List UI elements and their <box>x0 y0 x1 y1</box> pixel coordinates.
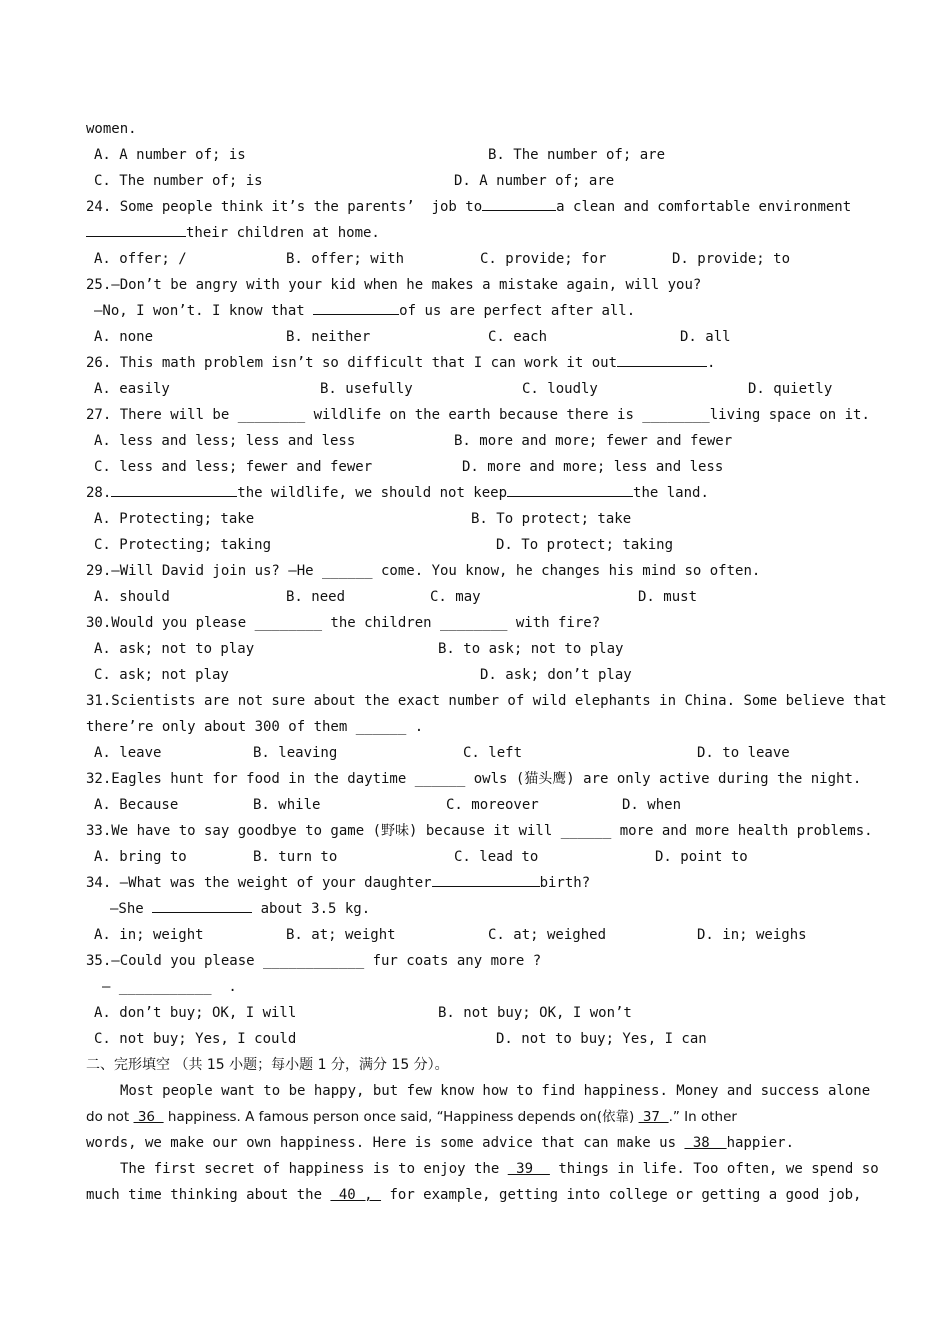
passage-text: words, we make our own happiness. Here is some advice that can make us <box>86 1135 677 1151</box>
q26-option-d: D. quietly <box>748 381 833 397</box>
passage-text: much time thinking about the <box>86 1187 323 1203</box>
q27-option-b: B. more and more; fewer and fewer <box>454 433 733 449</box>
q25-stem-part3: of us are perfect after all. <box>399 303 636 319</box>
q26-stem-part1: 26. This math problem isn’t so difficult that I can work it out <box>86 355 618 371</box>
q31-option-a: A. leave <box>94 745 162 761</box>
blank-38: 38 <box>684 1135 727 1151</box>
q29-option-b: B. need <box>286 589 346 605</box>
q34-stem-part2: birth? <box>539 875 591 891</box>
q24-stem-part1: 24. Some people think it’s the parents’ job to <box>86 199 483 215</box>
passage-p2-line1 <box>120 1160 879 1178</box>
passage-text: The first secret of happiness is to enjoy the <box>120 1161 500 1177</box>
q35-stem-line2: — ___________ . <box>102 979 237 995</box>
q34-stem <box>86 874 590 892</box>
q28-option-a: A. Protecting; take <box>94 511 255 527</box>
q35-option-c: C. not buy; Yes, I could <box>94 1031 297 1047</box>
q34-option-a: A. in; weight <box>94 927 204 943</box>
q27-option-d: D. more and more; less and less <box>462 459 724 475</box>
q29-option-d: D. must <box>638 589 698 605</box>
q25-option-d: D. all <box>680 329 731 345</box>
passage-text: happier. <box>726 1135 795 1151</box>
q32-option-d: D. when <box>622 797 682 813</box>
passage-p2-line2 <box>86 1186 861 1204</box>
q32-option-c: C. moreover <box>446 797 539 813</box>
q30-option-b: B. to ask; not to play <box>438 641 624 657</box>
q32-stem: 32.Eagles hunt for food in the daytime ______ owls (猫头鹰) are only active during the night. <box>86 771 862 787</box>
q27-option-a: A. less and less; less and less <box>94 433 356 449</box>
q28-stem <box>86 484 709 502</box>
q30-stem: 30.Would you please ________ the children ________ with fire? <box>86 615 601 631</box>
passage-text: for example, getting into college or getting a good job, <box>389 1187 862 1203</box>
q26-option-a: A. easily <box>94 381 170 397</box>
answer-blank <box>432 874 540 887</box>
q34-stem-part1: 34. —What was the weight of your daughter <box>86 875 432 891</box>
q30-option-d: D. ask; don’t play <box>480 667 632 683</box>
q29-stem: 29.—Will David join us? —He ______ come. You know, he changes his mind so often. <box>86 563 761 579</box>
q35-option-d: D. not to buy; Yes, I can <box>496 1031 707 1047</box>
q25-option-a: A. none <box>94 329 154 345</box>
q33-option-c: C. lead to <box>454 849 539 865</box>
q28-option-d: D. To protect; taking <box>496 537 674 553</box>
q31-option-b: B. leaving <box>253 745 338 761</box>
passage-text: .” In other <box>668 1109 737 1125</box>
q31-option-d: D. to leave <box>697 745 790 761</box>
q27-option-c: C. less and less; fewer and fewer <box>94 459 373 475</box>
blank-40: 40 , <box>330 1187 382 1203</box>
q33-option-d: D. point to <box>655 849 748 865</box>
q32-option-b: B. while <box>253 797 321 813</box>
q29-option-a: A. should <box>94 589 170 605</box>
q28-stem-part1: 28. <box>86 485 112 501</box>
q24-option-b: B. offer; with <box>286 251 405 267</box>
q34-option-b: B. at; weight <box>286 927 396 943</box>
q34-option-c: C. at; weighed <box>488 927 607 943</box>
passage-text: things in life. Too often, we spend so <box>558 1161 879 1177</box>
q24-stem-line2 <box>86 224 380 242</box>
q33-option-b: B. turn to <box>253 849 338 865</box>
q28-option-b: B. To protect; take <box>471 511 632 527</box>
passage-p1-line2 <box>86 1108 737 1126</box>
q26-option-b: B. usefully <box>320 381 413 397</box>
q25-stem: 25.—Don’t be angry with your kid when he makes a mistake again, will you? <box>86 277 702 293</box>
q24-option-d: D. provide; to <box>672 251 791 267</box>
q23-option-b: B. The number of; are <box>488 147 666 163</box>
q24-stem <box>86 198 851 216</box>
q25-stem-line2 <box>94 302 635 320</box>
q34-stem-part3: —She <box>110 901 144 917</box>
blank-36: 36 <box>133 1109 164 1125</box>
q34-stem-part4: about 3.5 kg. <box>260 901 371 917</box>
q25-option-b: B. neither <box>286 329 371 345</box>
answer-blank <box>152 900 252 913</box>
answer-blank <box>482 198 556 211</box>
q28-option-c: C. Protecting; taking <box>94 537 272 553</box>
q26-stem <box>86 354 715 372</box>
q29-option-c: C. may <box>430 589 481 605</box>
q23-stem-tail: women. <box>86 121 137 137</box>
q34-option-d: D. in; weighs <box>697 927 807 943</box>
q33-stem: 33.We have to say goodbye to game (野味) because it will ______ more and more health problems. <box>86 823 873 839</box>
q23-option-c: C. The number of; is <box>94 173 263 189</box>
q31-stem-line2: there’re only about 300 of them ______ . <box>86 719 424 735</box>
q28-stem-part2: the wildlife, we should not keep <box>237 485 508 501</box>
q32-option-a: A. Because <box>94 797 179 813</box>
q24-stem-part3: their children at home. <box>186 225 380 241</box>
q23-option-a: A. A number of; is <box>94 147 246 163</box>
q28-stem-part3: the land. <box>633 485 709 501</box>
q30-option-a: A. ask; not to play <box>94 641 255 657</box>
q26-option-c: C. loudly <box>522 381 598 397</box>
q35-option-b: B. not buy; OK, I won’t <box>438 1005 632 1021</box>
answer-blank <box>617 354 707 367</box>
passage-text: do not <box>86 1109 130 1125</box>
answer-blank <box>111 484 237 497</box>
q24-stem-part2: a clean and comfortable environment <box>556 199 852 215</box>
q31-option-c: C. left <box>463 745 523 761</box>
q31-stem: 31.Scientists are not sure about the exact number of wild elephants in China. Some believe that <box>86 693 887 709</box>
answer-blank <box>313 302 399 315</box>
answer-blank <box>86 224 186 237</box>
answer-blank <box>507 484 633 497</box>
passage-text: happiness. A famous person once said, “Happiness depends on(依靠) <box>167 1109 635 1125</box>
q24-option-c: C. provide; for <box>480 251 607 267</box>
q35-stem: 35.—Could you please ____________ fur coats any more ? <box>86 953 542 969</box>
q34-stem-line2 <box>110 900 370 918</box>
q24-option-a: A. offer; / <box>94 251 187 267</box>
q26-stem-part2: . <box>707 355 716 371</box>
q23-option-d: D. A number of; are <box>454 173 615 189</box>
q33-option-a: A. bring to <box>94 849 187 865</box>
blank-39: 39 <box>507 1161 550 1177</box>
passage-p1-line3 <box>86 1134 794 1152</box>
passage-p1-line1: Most people want to be happy, but few know how to find happiness. Money and success alone <box>120 1083 871 1099</box>
section2-heading: 二、完形填空 （共 15 小题；每小题 1 分，满分 15 分）。 <box>86 1057 449 1073</box>
q25-stem-part2: —No, I won’t. I know that <box>94 303 305 319</box>
q27-stem: 27. There will be ________ wildlife on the earth because there is ________living space on it. <box>86 407 870 423</box>
q25-option-c: C. each <box>488 329 548 345</box>
blank-37: 37 <box>638 1109 669 1125</box>
q30-option-c: C. ask; not play <box>94 667 229 683</box>
q35-option-a: A. don’t buy; OK, I will <box>94 1005 297 1021</box>
